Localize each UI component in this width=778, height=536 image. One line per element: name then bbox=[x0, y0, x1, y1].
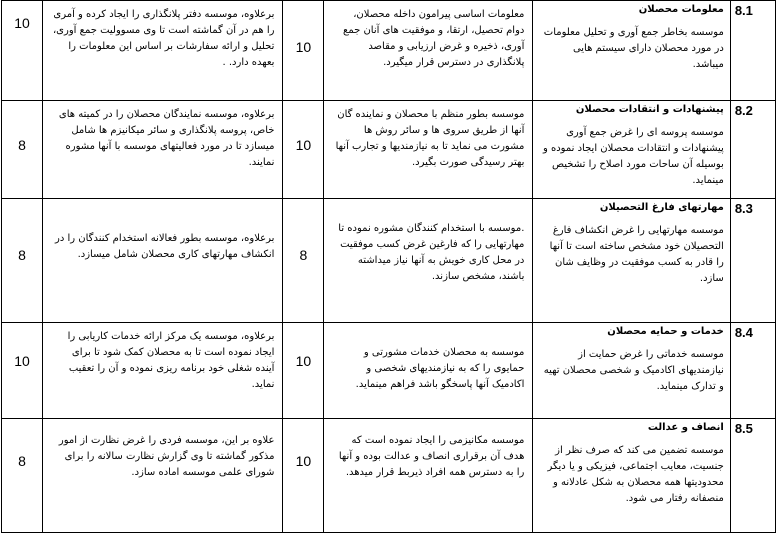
table-row bbox=[2, 199, 776, 323]
additional-text: علاوه بر این، موسسه فردی را غرض نظارت از امور مذکور گماشته تا وی گزارش نظارت سالانه را برای شورای علمی موسسه اماده سازد. bbox=[51, 433, 274, 481]
criterion-cell bbox=[533, 323, 730, 419]
table-row bbox=[2, 101, 776, 199]
additional-score: 8 bbox=[18, 247, 26, 263]
standard-text-cell bbox=[324, 101, 533, 199]
criterion-number: 8.3 bbox=[734, 201, 753, 216]
additional-text-cell bbox=[42, 419, 282, 533]
standard-text: موسسه مکانیزمی را ایجاد نموده است که هدف آن برقراری انصاف و عدالت بوده و آنها را به دسترس همه افراد ذیربط قرار میدهد. bbox=[334, 433, 524, 481]
criterion-title: مهارتهای فارغ التحصیلان bbox=[599, 202, 724, 213]
standard-text: معلومات اساسی پیرامون داخله محصلان، دوام تحصیل، ارتقا، و موفقیت های آنان جمع آوری، ذخیره و غرض ارزیابی و مقاصد پلانگذاری در دسترس قرار میگیرد. bbox=[334, 7, 524, 71]
additional-text: برعلاوه، موسسه دفتر پلانگذاری را ایجاد کرده و آمری را هم در آن گماشته است تا وی مسوولیت جمع آوری، تحلیل و ارائه سفارشات بر اساس این معلومات را بعهده دارد. . bbox=[51, 7, 274, 71]
additional-score-cell bbox=[2, 101, 43, 199]
standard-text: موسسه به محصلان خدمات مشورتی و حمایوی را که به نیازمندیهای شخصی و اکادمیک آنها پاسخگو باشد فراهم مینماید. bbox=[334, 345, 524, 393]
criterion-number-cell bbox=[730, 199, 775, 323]
standard-score-cell bbox=[283, 323, 324, 419]
standard-score-cell bbox=[283, 1, 324, 101]
standard-score-cell bbox=[283, 101, 324, 199]
criterion-cell bbox=[533, 199, 730, 323]
table-row bbox=[2, 1, 776, 101]
additional-text: برعلاوه، موسسه نمایندگان محصلان را در کمیته های خاص، پروسه پلانگذاری و سائر میکانیزم ها شامل میسازد تا در مورد فعالیتهای موسسه با آنها مشوره نمایند. bbox=[51, 107, 274, 171]
criterion-title: انصاف و عدالت bbox=[647, 422, 724, 433]
table-row bbox=[2, 323, 776, 419]
criterion-title: معلومات محصلان bbox=[638, 4, 724, 15]
standard-text: .موسسه با استخدام کنندگان مشوره نموده تا مهارتهایی را که فارغین غرض کسب موفقیت در محل کاری خویش به آنها نیاز میداشته باشند، مشخص سازند. bbox=[334, 221, 524, 285]
standard-score: 10 bbox=[295, 353, 312, 369]
standard-text: موسسه بطور منظم با محصلان و نماینده گان آنها از طریق سروی ها و سائر روش ها مشورت می نماید تا به نیازمندیها و تجارب آنها بهتر رسیدگی صورت بگیرد. bbox=[334, 107, 524, 171]
criterion-description: موسسه مهارتهایی را غرض انکشاف فارغ التحصیلان خود مشخص ساخته است تا آنها را قادر به کسب موفقیت در وظایف شان سازد. bbox=[549, 225, 724, 284]
additional-score-cell bbox=[2, 199, 43, 323]
criterion-title: خدمات و حمایه محصلان bbox=[607, 326, 724, 337]
criterion-title: پیشنهادات و انتقادات محصلان bbox=[575, 104, 724, 115]
additional-score: 8 bbox=[18, 137, 26, 153]
additional-text: برعلاوه، موسسه یک مرکز ارائه خدمات کاریابی را ایجاد نموده است تا به محصلان کمک شود تا برای آینده شغلی خود برنامه ریزی نموده و آن را تعقیب نماید. bbox=[51, 329, 274, 393]
additional-score-cell bbox=[2, 1, 43, 101]
additional-score: 10 bbox=[14, 353, 30, 369]
additional-score-cell bbox=[2, 419, 43, 533]
standard-text-cell bbox=[324, 419, 533, 533]
standard-text-cell bbox=[324, 323, 533, 419]
criterion-description: موسسه تضمین می کند که صرف نظر از جنسیت، معایب اجتماعی، فیزیکی و یا دیگر محدودیتها همه محصلان به شکل عادلانه و منصفانه رفتار می شود. bbox=[547, 445, 724, 504]
table-row bbox=[2, 419, 776, 533]
standard-score: 10 bbox=[295, 137, 312, 153]
criterion-number-cell bbox=[730, 419, 775, 533]
additional-text-cell bbox=[42, 1, 282, 101]
criterion-number: 8.5 bbox=[734, 421, 753, 436]
standard-text-cell bbox=[324, 199, 533, 323]
additional-text-cell bbox=[42, 101, 282, 199]
criterion-number: 8.4 bbox=[734, 325, 753, 340]
rubric-table bbox=[1, 0, 776, 533]
criterion-cell bbox=[533, 419, 730, 533]
criterion-number-cell bbox=[730, 323, 775, 419]
additional-score-cell bbox=[2, 323, 43, 419]
standard-score-cell bbox=[283, 419, 324, 533]
criterion-cell bbox=[533, 1, 730, 101]
standard-score-cell bbox=[283, 199, 324, 323]
criterion-number: 8.2 bbox=[734, 103, 753, 118]
standard-text-cell bbox=[324, 1, 533, 101]
criterion-description: موسسه بخاطر جمع آوری و تحلیل معلومات در مورد محصلان دارای سیستم هایی میباشد. bbox=[543, 27, 724, 70]
standard-score: 8 bbox=[299, 247, 308, 263]
criterion-number-cell bbox=[730, 101, 775, 199]
criterion-cell bbox=[533, 101, 730, 199]
standard-score: 10 bbox=[295, 453, 312, 469]
additional-text: برعلاوه، موسسه بطور فعالانه استخدام کنندگان را در انکشاف مهارتهای کاری محصلان شامل میسازد. bbox=[51, 231, 274, 263]
additional-text-cell bbox=[42, 199, 282, 323]
additional-text-cell bbox=[42, 323, 282, 419]
criterion-number-cell bbox=[730, 1, 775, 101]
standard-score: 10 bbox=[295, 39, 312, 55]
criterion-description: موسسه پروسه ای را غرض جمع آوری پیشنهادات و انتقادات محصلان ایجاد نموده و بوسیله آن ساحات مورد اصلاح را تشخیص مینماید. bbox=[542, 127, 724, 186]
criterion-description: موسسه خدماتی را غرض حمایت از نیازمندیهای اکادمیک و شخصی محصلان تهیه و تدارک مینماید. bbox=[543, 349, 724, 392]
additional-score: 8 bbox=[18, 453, 26, 469]
additional-score: 10 bbox=[14, 15, 30, 31]
criterion-number: 8.1 bbox=[734, 3, 753, 18]
